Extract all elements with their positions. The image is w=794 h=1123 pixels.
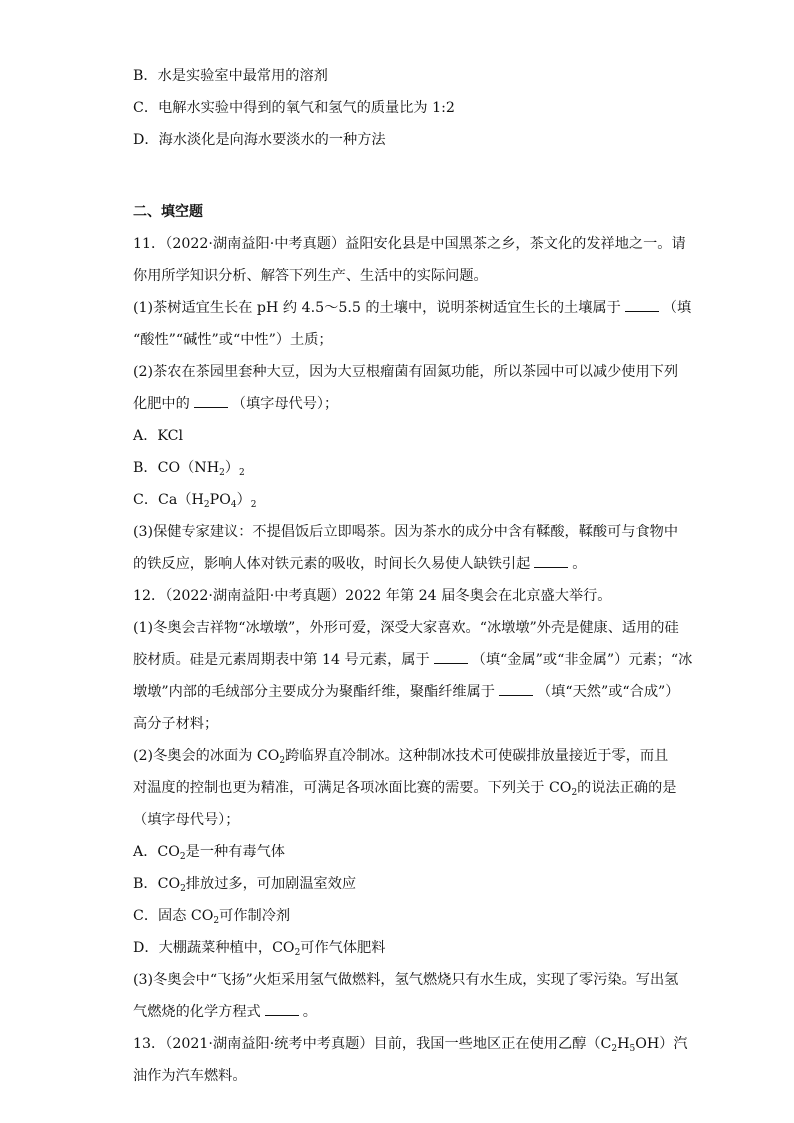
q12-part3-line1: (3)冬奥会中“飞扬”火炬采用氢气做燃料，氢气燃烧只有水生成，实现了零污染。写出氢 — [133, 972, 679, 988]
q11-part2-line1: (2)茶农在茶园里套种大豆，因为大豆根瘤菌有固氮功能，所以茶园中可以减少使用下列 — [133, 364, 679, 380]
q11-part1-line2: “酸性”“碱性”或“中性”）土质； — [133, 332, 333, 348]
q11-part2-line2 — [133, 394, 338, 414]
answer-blank[interactable] — [194, 394, 228, 408]
subscript: 2 — [250, 500, 257, 510]
subscript: 2 — [571, 788, 578, 798]
q11-part2-text-a: 化肥中的 — [133, 396, 190, 412]
formula-text: 是一种有毒气体 — [185, 844, 285, 860]
q11-option-b — [133, 458, 245, 478]
formula-text: ） — [224, 460, 240, 476]
q12-part2-line2 — [133, 778, 677, 798]
q11-part1-line1 — [133, 298, 691, 318]
formula-text: C．Ca（H — [133, 492, 204, 508]
q12-part2-line3: （填字母代号）； — [133, 812, 240, 828]
subscript: 2 — [219, 468, 225, 478]
answer-blank[interactable] — [625, 298, 659, 312]
answer-blank[interactable] — [499, 682, 533, 696]
q12-part1-text-a: 胶材质。硅是元素周期表中第 14 号元素，属于 — [133, 652, 430, 668]
q12-part1-text-d: （填“天然”或“合成”） — [536, 684, 680, 700]
formula-text: H — [617, 1036, 630, 1052]
formula-text: ） — [236, 492, 251, 508]
formula-text: 的说法正确的是 — [577, 780, 677, 796]
q12-part1-line2 — [133, 650, 692, 670]
subscript: 2 — [203, 500, 210, 510]
formula-text: B．CO（NH — [133, 460, 220, 476]
formula-text: 可作气体肥料 — [300, 940, 386, 956]
q13-stem-line1 — [133, 1034, 688, 1054]
q12-part3-text-a: 气燃烧的化学方程式 — [133, 1004, 261, 1020]
q12-option-b — [133, 874, 356, 894]
q11-stem-line2: 你用所学知识分析、解答下列生产、生活中的实际问题。 — [133, 268, 488, 284]
q12-part3-line2 — [133, 1002, 317, 1022]
subscript: 2 — [279, 756, 286, 766]
q13-stem-line2: 油作为汽车燃料。 — [133, 1068, 247, 1084]
q11-stem-line1: 11．（2022·湖南益阳·中考真题）益阳安化县是中国黑茶之乡，茶文化的发祥地之一。请 — [133, 236, 686, 252]
q11-part3-line2 — [133, 554, 586, 574]
q11-option-a: A．KCl — [133, 428, 184, 444]
option-c-top: C．电解水实验中得到的氧气和氢气的质量比为 1:2 — [133, 100, 455, 116]
formula-text: 对温度的控制也更为精准，可满足各项冰面比赛的需要。下列关于 CO — [133, 780, 572, 796]
q11-part1-text-a: (1)茶树适宜生长在 pH 约 4.5～5.5 的土壤中，说明茶树适宜生长的土壤属于 — [133, 300, 621, 316]
subscript: 2 — [294, 948, 301, 958]
answer-blank[interactable] — [434, 650, 468, 664]
formula-text: B．CO — [133, 876, 181, 892]
subscript: 5 — [629, 1044, 636, 1054]
option-d-top: D．海水淡化是向海水要淡水的一种方法 — [133, 132, 386, 148]
formula-text: PO — [209, 492, 231, 508]
formula-text: 可作制冷剂 — [219, 908, 291, 924]
formula-text: 排放过多，可加剧温室效应 — [185, 876, 357, 892]
q11-part2-text-b: （填字母代号）； — [231, 396, 339, 412]
q12-part1-line3 — [133, 682, 679, 702]
subscript: 2 — [180, 884, 186, 894]
q11-part1-text-b: （填 — [662, 300, 692, 316]
q11-part3-text-a: 的铁反应，影响人体对铁元素的吸收，时间长久易使人缺铁引起 — [133, 556, 531, 572]
formula-text: D．大棚蔬菜种植中，CO — [133, 940, 295, 956]
subscript: 2 — [611, 1044, 618, 1054]
answer-blank[interactable] — [265, 1002, 299, 1016]
q12-part2-line1 — [133, 746, 668, 766]
q12-part3-text-b: 。 — [302, 1004, 317, 1020]
q12-stem-line1: 12．（2022·湖南益阳·中考真题）2022 年第 24 届冬奥会在北京盛大举行。 — [133, 588, 612, 604]
q12-option-d — [133, 938, 385, 958]
q12-option-a — [133, 842, 285, 862]
q11-option-c — [133, 490, 257, 510]
subscript: 2 — [239, 468, 245, 478]
q11-part3-text-b: 。 — [572, 556, 587, 572]
option-b-top: B．水是实验室中最常用的溶剂 — [133, 68, 328, 84]
q12-part1-text-b: （填“金属”或“非金属”）元素；“冰 — [471, 652, 693, 668]
formula-text: A．CO — [133, 844, 180, 860]
answer-blank[interactable] — [534, 554, 568, 568]
formula-text: (2)冬奥会的冰面为 CO — [133, 748, 280, 764]
q12-option-c — [133, 906, 290, 926]
q12-part1-line4: 高分子材料； — [133, 716, 219, 732]
subscript: 4 — [230, 500, 237, 510]
q12-part1-line1: (1)冬奥会吉祥物“冰墩墩”，外形可爱，深受大家喜欢。“冰墩墩”外壳是健康、适用的硅 — [133, 620, 679, 636]
formula-text: C．固态 CO — [133, 908, 214, 924]
q12-part1-text-c: 墩墩”内部的毛绒部分主要成分为聚酯纤维，聚酯纤维属于 — [133, 684, 495, 700]
formula-text: 跨临界直冷制冰。这种制冰技术可使碳排放量接近于零，而且 — [285, 748, 669, 764]
subscript: 2 — [179, 852, 186, 862]
formula-text: OH）汽 — [635, 1036, 688, 1052]
q11-part3-line1: (3)保健专家建议：不提倡饭后立即喝茶。因为茶水的成分中含有鞣酸，鞣酸可与食物中 — [133, 524, 679, 540]
formula-text: 13．（2021·湖南益阳·统考中考真题）目前，我国一些地区正在使用乙醇（C — [133, 1036, 612, 1052]
subscript: 2 — [213, 916, 220, 926]
section-title: 二、填空题 — [133, 204, 203, 220]
